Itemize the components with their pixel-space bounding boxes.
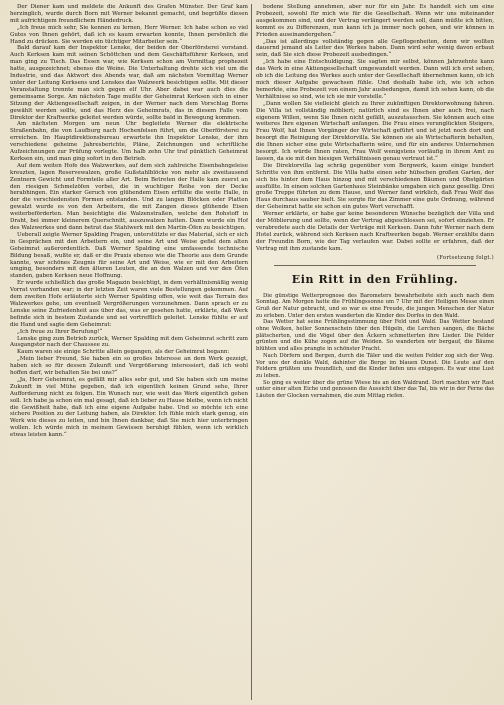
paragraph: So ging es weiter über die grüne Wiese bis an den Waldrand. Dort machten wir Rast unter einer alten Eiche und genossen die Aussicht über das Tal, bis wir in der Ferne das Läuten der Glocken vernahmen, die zum Mittag riefen. <box>256 379 494 400</box>
paragraph: Ueberall zeigte Werner Spalding Fragen, unterstützte er das Material, sich er sich in Gesprächen mit den Arbeitern ein, und seine Art und Weise gefiel dem alten Geheimrat außerordentlich. Daß Werner Spalding eine umfassende technische Bildung besaß, wußte er, daß er die Praxis ebenso wie die Theorie aus dem Grunde kannte, war schönes Zeugnis für seine Art und Weise, wie er mit den Arbeitern umging, besonders mit den älteren Leuten, die an den Walzen und vor den Öfen standen, gaben Kerksen neue Hoffnung. <box>10 231 248 280</box>
paragraph: „Dann wollen Sie vielleicht gleich zu Ihrer zukünftigen Direktorwohnung fahren. Die Villa ist vollständig möbliert; natürlich sind es Ihnen aber auch frei, nach eigenem Willen, wenn Sie Ihnen nicht gefällt, auszutauschen. Sie können auch eine weiteres Ihre eigenen Wirtschaft anfangen. Die Frau eines verunglückten Steigers, Frau Wolf, hat Ihnen Vorgänger der Wirtschaft geführt und ist jetzt noch dort und besorgt die Reinigung der Direktorvilla. Sie können sie als Wirtschafterin behalten, die Ihnen sicher eine gute Wirtschafterin wäre, und für ein anderes Unternehmen besorgt. Ich würde Ihnen raten, Frau Wolf wenigstens vorläufig in ihrem Amt zu lassen, da sie mit den hiesigen Verhältnissen genau vertraut ist.“ <box>256 100 494 162</box>
section-separator <box>274 265 476 266</box>
paragraph: „Ja, Herr Geheimrat, es gefällt mir alles sehr gut, und Sie haben sich um meine Zukunft in viel Mühe gegeben, daß ich eigentlich keinen Grund sehe, Ihrer Aufforderung nicht zu folgen. Ein Wunsch nur, wie weit das Werk eigentlich gehen soll. Ich habe ja schon ein mal gesagt, daß ich lieber zu Hause bleibe, wenn ich nicht die Gewißheit habe, daß ich eine eigene Aufgabe habe. Und so möchte ich eine sichere Position zu der Leitung haben, als Direktor. Ich fühle mich stark genug, ein Werk wie dieses zu leiten, und bin Ihnen dankbar, daß Sie mich hier unterbringen wollen. Ich würde mich in meinem Gewissen beruhigt fühlen, wenn ich wirklich etwas leisten kann.“ <box>10 376 248 439</box>
paragraph: Er wurde schließlich das große Magazin besichtigt, in dem verhältnismäßig wenig Vorrat vorhanden war; in der letzten Zeit waren viele Bestellungen gekommen. Auf dem zweiten Hofe erläuterte sich Werner Spalding offen, wie weit das Terrain des Walzwerkes gehe, um eventuell Vergrößerungen vorzunehmen. Dann sprach er zu Lenske seine Zufriedenheit aus über das, was er gesehen hatte, erklärte, daß Werk befinde sich in bestem Zustande und sei vortrefflich geleitet. Lenske fühlte er auf die Hand und sagte dem Geheimrat: <box>10 280 248 328</box>
article-body <box>256 293 494 400</box>
paragraph: Das Wetter hat seine Frühlingsstimmung über Feld und Wald. Das Wetter bestand ohne Wolken, heller Sonnenschein über den Hügeln, die Lerchen sangen, die Bäche plätscherten, und die Vögel über den Äckern schmetterten ihre Lieder. Die Felder grünten und die Kühe zogen auf die Weiden. So wanderten wir bergauf, die Bäume blühten und alles prangte in schönster Pracht. <box>256 319 494 353</box>
paragraph: „Mein lieber Freund, Sie haben ein so großes Interesse an dem Werk gezeigt, haben sich so für dessen Zukunft und Vergrößerung interessiert, daß ich wohl hoffen darf, wir behalten Sie bei uns?“ <box>10 356 248 377</box>
paragraph: „Ich freue zu Ihrer Berufung!“ <box>17 328 103 335</box>
column-divider <box>251 4 252 700</box>
paragraph: „Ich freue mich sehr, Sie kennen zu lernen, Herr Werner. Ich habe schon so viel Gutes von Ihnen gehört, daß ich es kaum erwarten konnte, Ihnen persönlich die Hand zu drücken. Sie werden ein tüchtiger Mitarbeiter sein.“ <box>10 24 248 45</box>
paragraph: Auf dem weiten Hofe des Walzwerkes, auf dem sich zahlreiche Eisenbahngeleise kreuzten, lagen Reservewalzen, große Gußstahlblöcke von mehr als zweitausend Zentnern Gewicht und Formteile aller Art. Beim Betreten der Halle kam zuerst an den riesigen Schmelzöfen vorbei, die in wuchtiger Reihe von der Decke herabhingen. Ein starker Geruch von glühendem Eisen erfüllte die weite Halle, in der die verschiedensten Formen entstanden. Und zu langen Blöcken oder Platten gewalzt wurde es von den Arbeitern, die mit Zangen dieses glühende Eisen weiterbeförderten. Man besichtigte die Walzenstraßen, welche den Rohstoff in Draht, bei immer kleinerem Querschnitt, auszuwalzen hatten. Dann wurde ein Hof des Walzwerkes und dann betrat das Stahlwerk mit den Martin-Öfen zu besichtigen. <box>10 162 248 231</box>
right-column <box>256 4 494 702</box>
paragraph: Die Direktorvilla lag schräg gegenüber vom Bergwerk, kaum einige hundert Schritte von ihm entfernt. Die Villa hatte einen sehr hübschen großen Garten, der sich bis hinter dem Haus hinzog und mit verschiedenen Bäumen und Obstgärten ausfüllte. In einem solchen Gartenhaus Steinbänke umgaben sich ganz gesellig. Drei große Treppe führten zu dem Hause, und Werner fand wirklich, daß Frau Wolf das Haus durchaus sauber hielt. Sie sorgte für das Zimmer eine gute Ordnung, während der Geheimrat hatte sie schon ein gutes Wort verschafft. <box>256 162 494 211</box>
paragraph: Werner erklärte, er habe gar keine besonderen Wünsche bezüglich der Villa und der Möblierung und sollte, wenn der Vertrag abgeschlossen sei, sofort einziehen. Er verabredete auch die Details der Verträge mit Kerksen. Dann fuhr Werner nach dem Hotel zurück, während sich Kerksen nach Kraftwerken begab. Werner erzählte dann der Freundin Born, wie der Tag verlaufen war. Dabei sollte er erfahren, daß der Vertrag mit ihm zustande kam. <box>256 211 494 252</box>
paragraph: Am nächsten Morgen um neun Uhr begleitete Werner die elektrische Straßenbahn, die von Laufburg nach Hochenfelsen führt, um die Oberförsterei zu erreichen. Im Hauptdirektionsbureau erwartete ihn Inspektor Lenske, der ihm verschiedene geheime Jahresberichte, Pläne, Zeichnungen und schriftliche Aufzeichnungen zur Prüfung vorlegte. Um halb zehn Uhr traf pünktlich Geheimrat Kerksen ein, und man ging sofort in den Betrieb. <box>10 121 248 162</box>
paragraph: „Ich habe eine Entschuldigung. Sie sagten mir selbst, können Jahrzehnte kann das Werk in eine Aktiengesellschaft umgewandelt werden. Dann will ich erst sehen, ob ich die Leitung des Werkes auch unter der Gesellschaft übernehmen kann, ob ich mich dieser Aufgabe gewachsen fühle. Und deshalb habe ich, wie ich schon bemerkte, eine Probezeit von einem Jahr ausbedungen, damit ich sehen kann, ob die Verhältnisse so sind, wie ich sie mir vorstelle.“ <box>256 59 494 100</box>
paragraph: Nach Dörfern und Bergen, durch die Täler und die weiten Felder zog sich der Weg. Vor uns der dunkle Wald, dahinter die Berge im blauen Dunst. Die Leute auf den Feldern grüßten uns freundlich, und die Kinder liefen uns entgegen. Es war eine Lust zu leben. <box>256 352 494 379</box>
paragraph: Bald darauf kam der Inspektor Lenske, der beiden der Oberförsterei vorstand. Auch Kerksen kam mit seinen Schöttchen und dem Geschäftsführer Kerksen, und man ging zu Tisch. Das Essen war, wie Kerksen schon am Vormittag prophezeit hatte, ausgezeichnet; ebenso die Weine. Die Unterhaltung drehte sich viel um die Industrie, und das Aktwort des Abends war, daß am nächsten Vormittag Werner unter der Leitung Kerksens und Lenskes das Walzwerk besichtigen sollte. Mit dieser Veranstaltung trennte man sich gegen elf Uhr. Aber dabei war auch dies die gemeinsame Sorge. Am nächsten Tage mußte der Geheimrat Kerksen sich in einer Sitzung der Aktiengesellschaft zeigen, in der Werner nach dem Vorschlag Borns gewählt werden sollte, und das Herz des Geheimrats, das in diesem Falle vom Direktor der Kraftwerke geleitet werden würde, sollte bald in Bewegung kommen. <box>10 45 248 121</box>
paragraph: bodene Stellung annehmen, aber nur für ein Jahr. Es handelt sich um eine Probezeit, sowohl für mich wie für die Gesellschaft. Wenn wir uns miteinander ausgekommen sind, und der Vertrag verlängert werden soll, dann müßte ich bitten, kommt es zu Differenzen, nun kann ich ja immer noch gehen, und wir können in Frieden auseinandergehen.“ <box>256 4 494 38</box>
left-column <box>10 4 248 702</box>
paragraph: Lenske ging zum Betrieb zurück, Werner Spalding mit dem Geheimrat schritt zum Ausgangstor nach der Chaussee zu. <box>10 335 248 349</box>
paragraph: Die günstige Wetterprognose des Barometers bewahrheitete sich auch nach dem Sonntag. Am Morgen hatte die Frühlingssonne um 7 Uhr mit der Heiligen Messe einen Gruß der Natur gebracht, und so war es eine Freude, die jungen Menschen der Natur zu erleben. Unter den ersten wanderten die Kinder des Dorfes in den Wald. <box>256 292 494 319</box>
paragraph: Kaum waren sie einige Schritte allein gegangen, als der Geheimrat begann: <box>17 349 230 356</box>
paragraph: „Das ist allerdings vollständig gegen alle Gepflogenheiten, denn wir wollten dauernd jemand als Leiter des Werkes haben. Dann wird sehr wenig davon erbaut sein, daß Sie sich diese Probezeit ausbedingen.“ <box>256 38 494 59</box>
paragraph: Der Diener kam und meldete die Ankunft des Grafen Münster. Der Graf kam herzinglich, wurde durch Born mit Werner bekannt gemacht, und begrüßte diesen mit aufrichtigem freundlichem Händedruck. <box>10 4 248 24</box>
article-title: Ein Ritt in den Frühling. <box>291 272 459 286</box>
continuation-note: (Fortsetzung folgt.) <box>436 254 494 261</box>
